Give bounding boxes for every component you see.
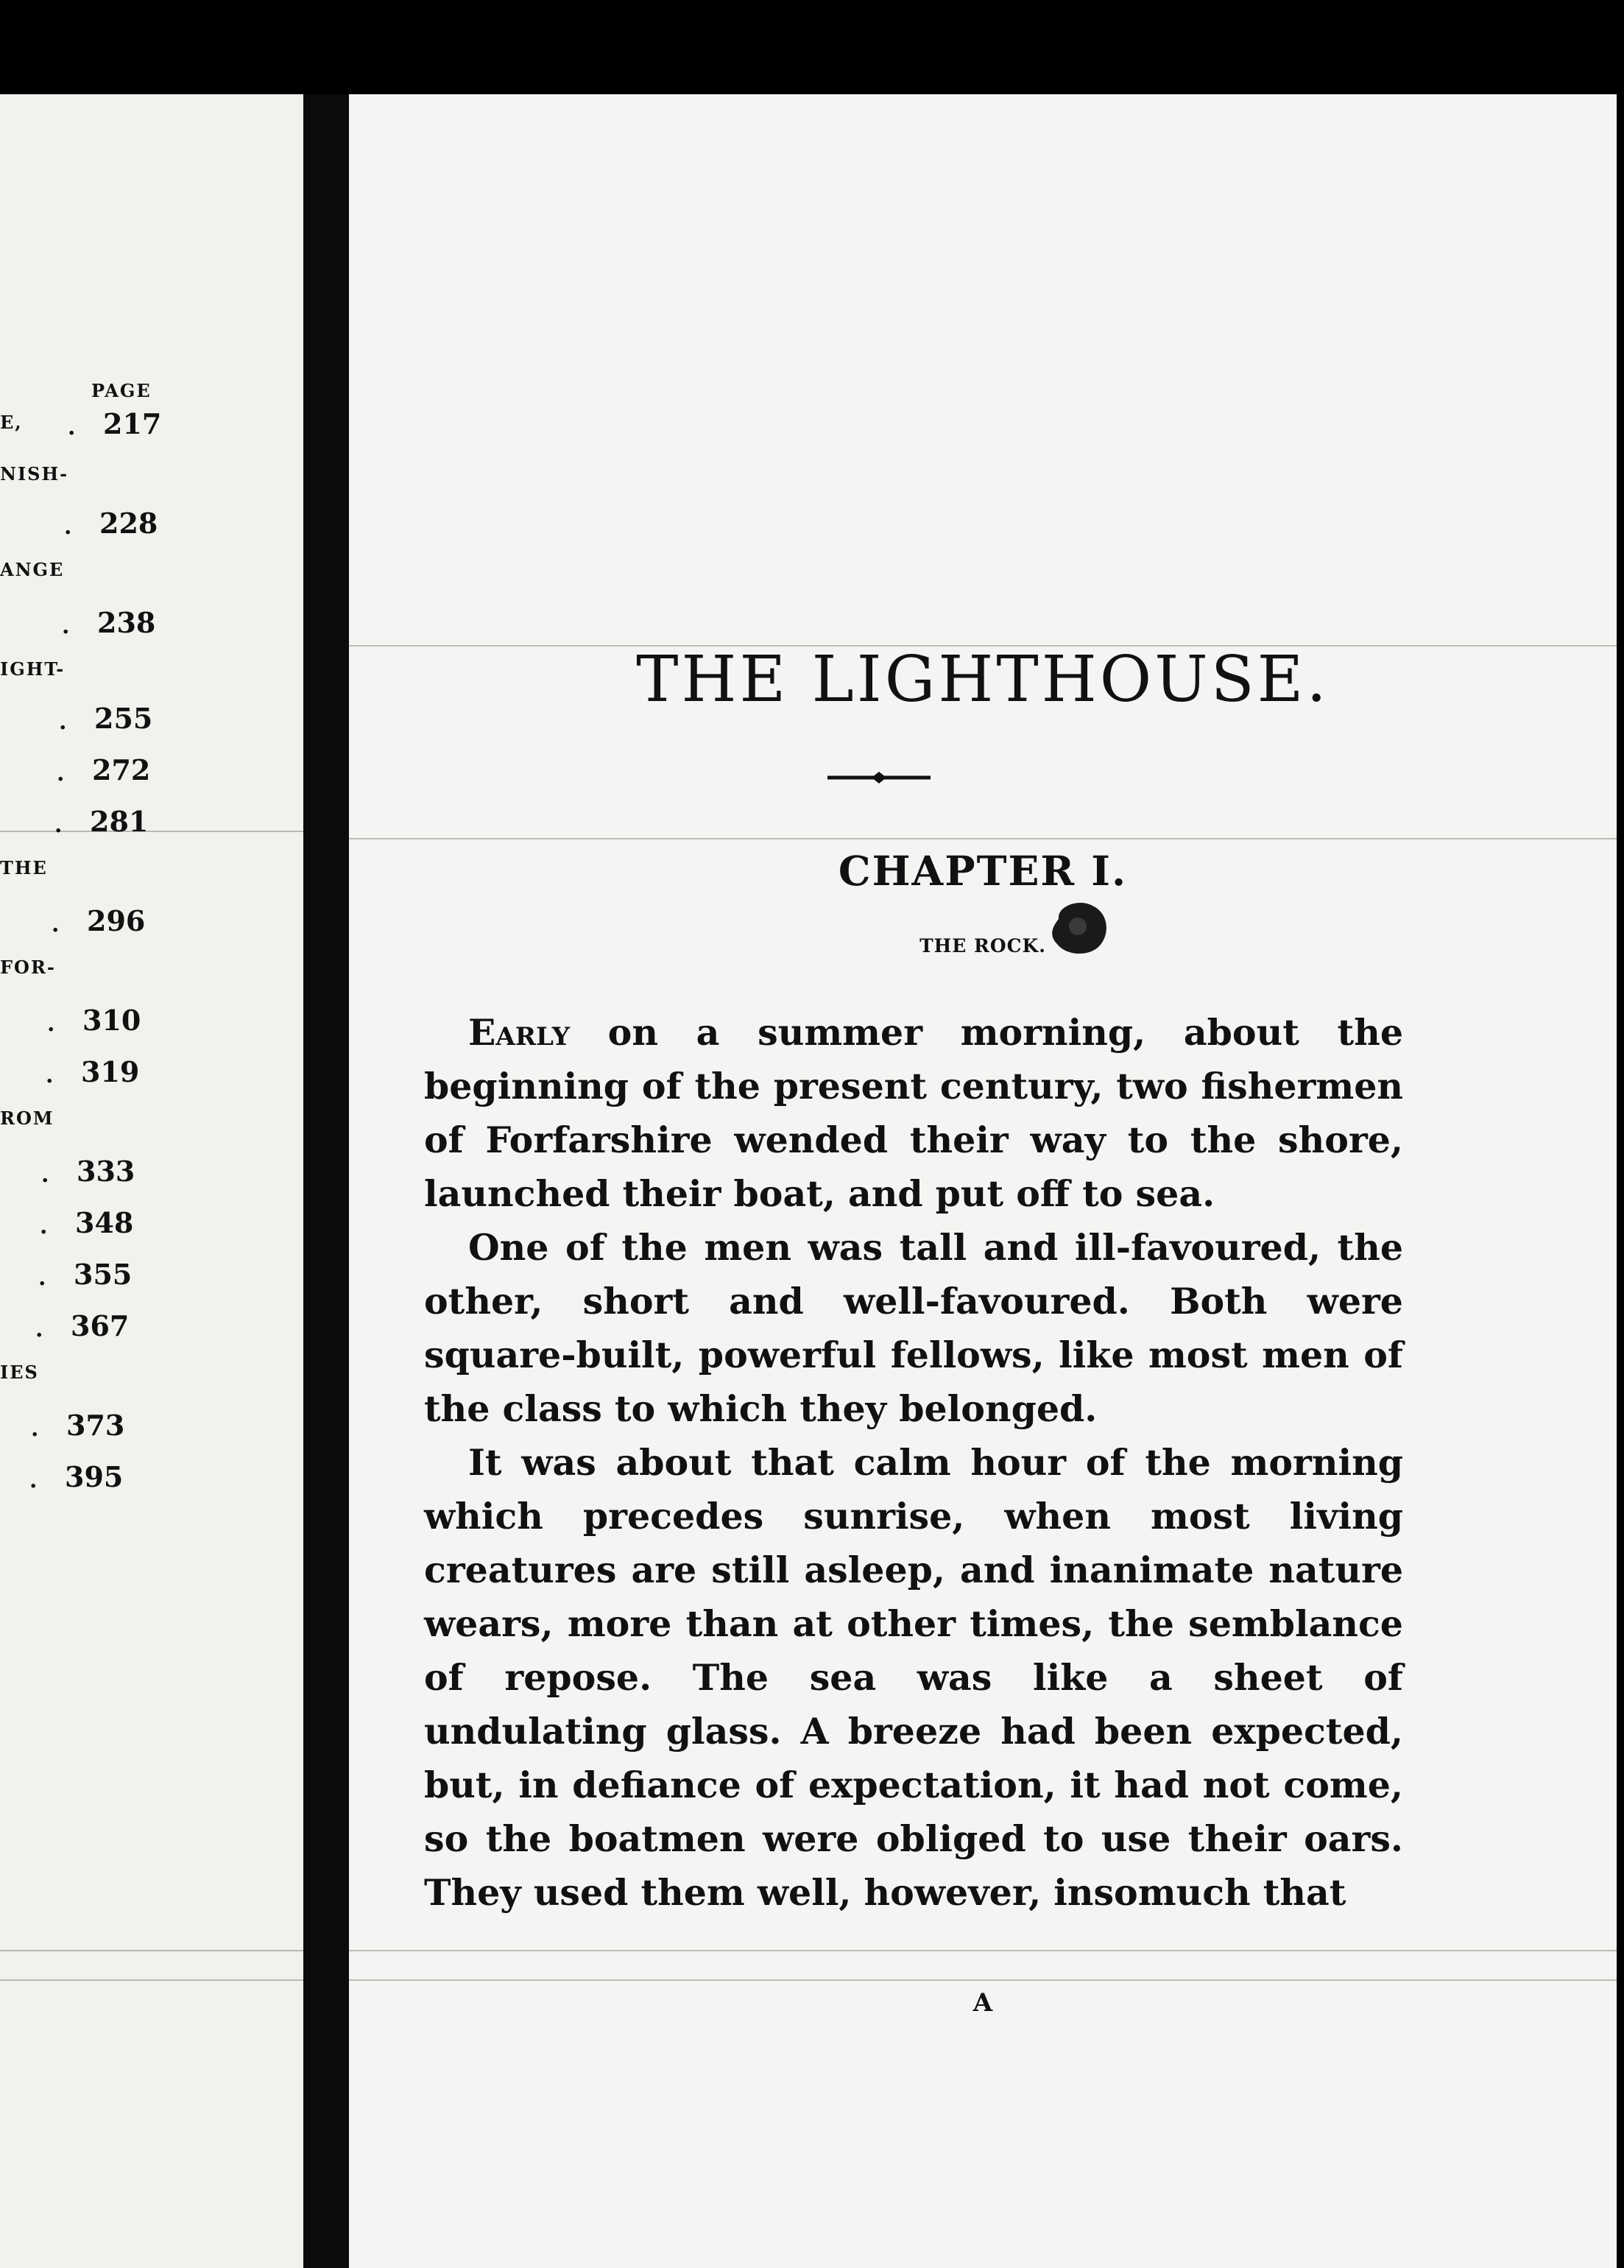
toc-entry-fragment: FOR- — [0, 957, 56, 978]
toc-entry — [0, 407, 303, 441]
toc-page-number: 367 — [71, 1309, 130, 1342]
toc-entry — [0, 1004, 303, 1038]
book-gutter — [303, 94, 349, 2268]
page-edge-rule — [349, 1979, 1617, 1981]
toc-entry-fragment: IES — [0, 1362, 39, 1383]
toc-entry — [0, 904, 303, 938]
toc-page-number: 373 — [66, 1409, 125, 1442]
right-page — [349, 94, 1617, 2268]
left-page — [0, 94, 303, 2268]
paragraph — [424, 1221, 1403, 1436]
toc-entry — [0, 507, 303, 540]
toc-leader-dot: . — [68, 415, 76, 440]
toc-leader-dot: . — [31, 1416, 39, 1442]
toc-page-number: 217 — [103, 407, 162, 440]
toc-page-number: 310 — [82, 1004, 141, 1037]
toc-leader-dot: . — [54, 812, 63, 838]
toc-entry-fragment: ROM — [0, 1107, 54, 1129]
toc-entry-fragment: NISH- — [0, 463, 69, 485]
toc-leader-dot: . — [29, 1468, 38, 1493]
toc-entry — [0, 1055, 303, 1089]
toc-entry-fragment: THE — [0, 857, 48, 878]
title-ornament-icon — [827, 769, 931, 786]
paragraph — [424, 1006, 1403, 1221]
page-edge-rule — [349, 838, 1617, 839]
toc-entry — [0, 1103, 303, 1137]
toc-page-number: 319 — [81, 1055, 140, 1088]
page-edge-rule — [349, 1950, 1617, 1951]
toc-page-heading: PAGE — [91, 380, 152, 401]
toc-entry — [0, 1258, 303, 1292]
paragraph-lead: Early — [468, 1011, 570, 1054]
toc-entry-fragment: E, — [0, 412, 23, 433]
toc-entry — [0, 1155, 303, 1188]
toc-entry — [0, 554, 303, 588]
toc-entry — [0, 805, 303, 839]
toc-page-number: 228 — [99, 507, 158, 540]
toc-leader-dot: . — [41, 1162, 49, 1188]
toc-leader-dot: . — [52, 912, 60, 937]
toc-entry — [0, 702, 303, 736]
toc-page-number: 238 — [97, 606, 156, 639]
toc-page-number: 281 — [90, 805, 149, 838]
toc-page-number: 355 — [74, 1258, 133, 1291]
body-text — [424, 1006, 1403, 1920]
paragraph-text: on a summer morning, about the beginning of the present century, two fishermen of Forfarshire wended their way to the shore, launched their boat, and put off to sea. — [424, 1011, 1403, 1215]
toc-page-number: 348 — [75, 1206, 134, 1239]
chapter-heading: CHAPTER I. — [838, 847, 1128, 895]
toc-entry — [0, 1206, 303, 1240]
toc-entry — [0, 459, 303, 493]
toc-leader-dot: . — [62, 613, 70, 639]
ink-blot-icon — [1044, 897, 1112, 959]
toc-entry — [0, 1357, 303, 1391]
toc-leader-dot: . — [64, 514, 72, 540]
toc-leader-dot: . — [38, 1265, 46, 1291]
toc-entry — [0, 1460, 303, 1494]
toc-leader-dot: . — [40, 1214, 48, 1239]
toc-leader-dot: . — [35, 1317, 43, 1342]
paragraph-text: It was about that calm hour of the morning which precedes sunrise, when most living creatures are still asleep, and inanimate nature wears, more than at other times, the semblance of repose. The sea was like a sheet of undulating glass. A breeze had been expected, but, in defiance of expectation, it had not come, so the boatmen were obliged to use their oars. They used them well, however, insomuch that — [424, 1441, 1403, 1914]
toc-entry — [0, 753, 303, 787]
toc-leader-dot: . — [59, 709, 67, 735]
toc-page-number: 255 — [94, 702, 153, 735]
toc-entry-fragment: ANGE — [0, 559, 65, 580]
toc-leader-dot: . — [57, 761, 65, 786]
page-edge-rule — [0, 1950, 303, 1951]
toc-entry-fragment: IGHT- — [0, 658, 66, 680]
toc-page-number: 333 — [77, 1155, 135, 1188]
page-title: THE LIGHTHOUSE. — [636, 643, 1330, 716]
toc-page-number: 272 — [92, 753, 151, 786]
toc-page-number: 296 — [87, 904, 146, 937]
paragraph-text: One of the men was tall and ill-favoured, the other, short and well-favoured. Both were square-built, powerful fellows, like most men of the class to which they belonged. — [424, 1226, 1403, 1430]
page-edge-rule — [0, 1979, 303, 1981]
toc-entry — [0, 1409, 303, 1443]
toc-entry — [0, 654, 303, 688]
toc-page-number: 395 — [65, 1460, 124, 1493]
toc-leader-dot: . — [47, 1011, 55, 1037]
toc-leader-dot: . — [46, 1063, 54, 1088]
chapter-subtitle: THE ROCK. — [919, 935, 1046, 957]
paragraph — [424, 1436, 1403, 1920]
signature-mark: A — [972, 1988, 993, 2018]
toc-entry — [0, 606, 303, 640]
toc-entry — [0, 1309, 303, 1343]
toc-entry — [0, 853, 303, 887]
toc-entry — [0, 952, 303, 986]
